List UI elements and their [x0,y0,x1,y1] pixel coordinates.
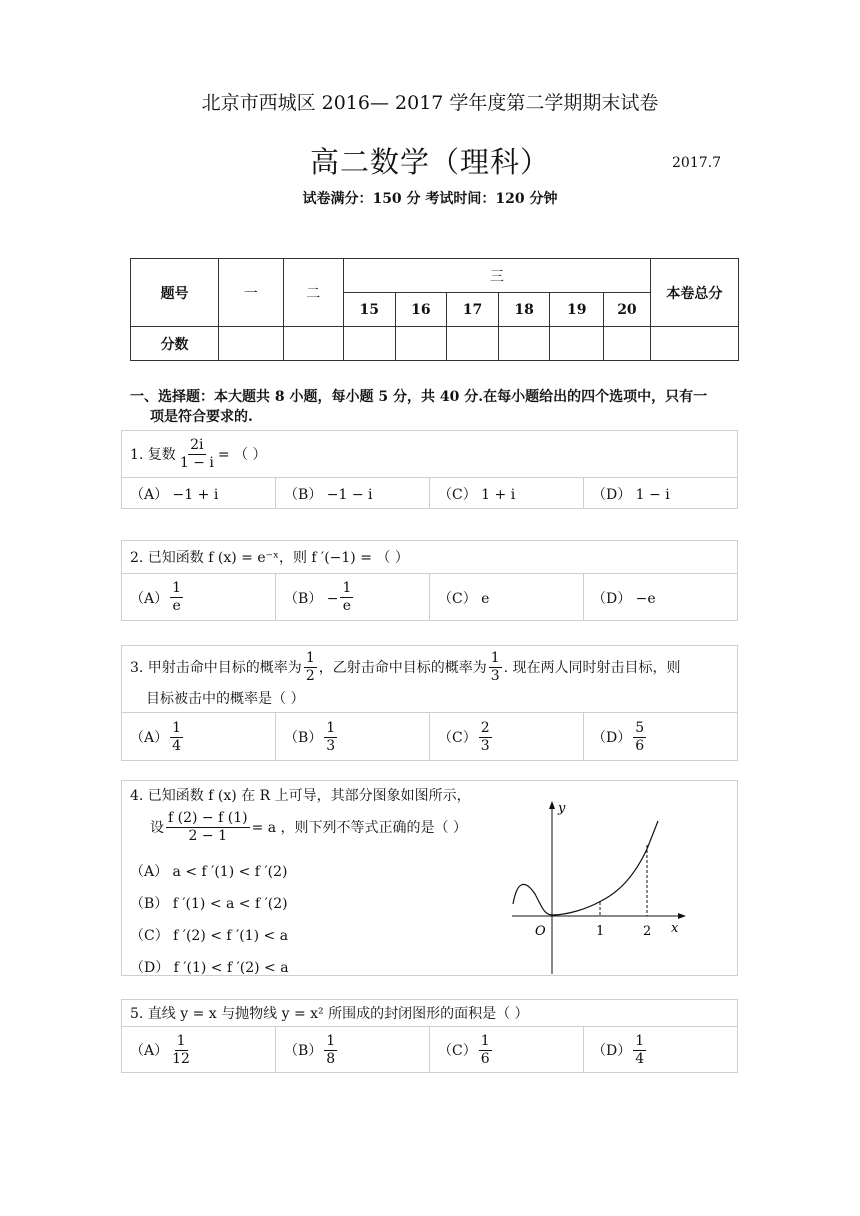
subject-title: 高二数学（理科） [309,145,550,179]
q2-b-den: e [342,598,352,614]
q2-b-fraction [340,580,353,615]
q5-a-den: 12 [172,1050,190,1067]
q3-frac-2 [489,650,502,685]
q5-d-label: （D） [592,1043,632,1059]
q5-stem: 5. 直线 y = x 与抛物线 y = x² 所围成的封闭图形的面积是（ ） [130,1006,529,1022]
q5-b-den: 8 [326,1050,336,1067]
sub-cell: 17 [447,293,499,327]
q3-d-num: 5 [635,719,645,736]
q3-option-d[interactable] [583,713,737,761]
q5-option-c[interactable] [429,1027,583,1073]
score-row-label: 分数 [131,327,219,361]
q3-a-den: 4 [172,737,182,754]
q3-f2-den: 3 [490,667,500,684]
q3-d-label: （D） [592,730,632,746]
score-input-cell[interactable] [219,327,283,361]
sub-cell: 16 [395,293,447,327]
x-axis-arrow [678,913,686,919]
exam-date: 2017.7 [672,155,721,171]
y-axis-label: y [558,801,566,816]
question-3 [121,645,738,761]
q3-b-fraction [324,720,337,755]
q5-a-fraction [170,1033,192,1068]
q2-b-num: 1 [342,580,352,597]
q2-b-label: （B） − [284,590,339,607]
q3-line2: 目标被击中的概率是（ ） [146,691,305,707]
q5-a-num: 1 [176,1032,186,1049]
q5-d-num: 1 [635,1032,645,1049]
q1-pre: 1. 复数 [130,447,176,463]
q5-b-num: 1 [326,1032,336,1049]
q4-den: 2 − 1 [188,827,227,844]
q4-option-b[interactable]: （B） f ′(1) < a < f ′(2) [130,896,288,912]
q3-b-den: 3 [326,737,336,754]
question-5 [121,999,738,1073]
q3-pre: 3. 甲射击命中目标的概率为 [130,660,302,676]
section-line-2: 项是符合要求的. [150,409,253,425]
q3-post: . 现在两人同时射击目标，则 [503,660,681,676]
score-input-cell[interactable] [550,327,604,361]
x-axis-label: x [671,921,679,936]
score-input-cell[interactable] [395,327,447,361]
header-cell-3: 三 [343,259,650,293]
q3-c-den: 3 [480,737,490,754]
function-curve [513,821,658,915]
q5-c-fraction [479,1033,492,1068]
q5-a-label: （A） [130,1043,169,1059]
q5-option-b[interactable] [275,1027,429,1073]
score-input-cell[interactable] [447,327,499,361]
q2-a-num: 1 [172,580,182,597]
q2-option-a[interactable] [122,574,275,621]
q1-option-b[interactable]: （B） −1 − i [275,478,429,509]
q2-a-fraction [170,580,183,615]
score-input-cell[interactable] [283,327,343,361]
q4-post: = a ，则下列不等式正确的是（ ） [251,820,467,836]
q5-option-a[interactable] [122,1027,275,1073]
q3-a-num: 1 [172,719,182,736]
q2-option-b[interactable] [275,574,429,621]
q5-b-label: （B） [284,1043,323,1059]
q3-a-label: （A） [130,730,169,746]
section-instructions [130,387,740,427]
q5-d-den: 4 [635,1050,645,1067]
sub-cell: 18 [498,293,550,327]
header-cell-qnum: 题号 [131,259,219,327]
q4-pre: 设 [150,820,164,836]
q3-f1-den: 2 [305,667,315,684]
sub-cell: 19 [550,293,604,327]
q3-f1-num: 1 [305,649,315,666]
question-4 [121,780,738,976]
q3-f2-num: 1 [490,649,500,666]
tick-label-1: 1 [596,924,605,939]
q3-b-label: （B） [284,730,323,746]
q5-c-num: 1 [480,1032,490,1049]
q1-post: = （ ） [217,447,267,463]
q3-b-num: 1 [326,719,336,736]
q3-d-fraction [633,720,646,755]
question-2 [121,540,738,621]
header-cell-2: 二 [283,259,343,327]
score-input-cell[interactable] [498,327,550,361]
q2-stem: 2. 已知函数 f (x) = e⁻ˣ，则 f ′(−1) = （ ） [130,550,409,566]
q5-b-fraction [324,1033,337,1068]
q3-option-c[interactable] [429,713,583,761]
q1-num: 2i [190,436,204,453]
q1-fraction [178,437,216,472]
q3-mid: ，乙射击命中目标的概率为 [318,660,487,676]
q3-c-label: （C） [438,730,477,746]
q4-num: f (2) − f (1) [168,809,248,826]
header-cell-1: 一 [219,259,283,327]
q4-fraction [166,810,250,845]
q4-line1: 4. 已知函数 f (x) 在 R 上可导，其部分图象如图所示， [130,788,471,804]
score-input-cell[interactable] [343,327,395,361]
q4-option-a[interactable]: （A） a < f ′(1) < f ′(2) [130,864,288,880]
q1-option-c[interactable]: （C） 1 + i [429,478,583,509]
sub-cell: 15 [343,293,395,327]
score-input-cell[interactable] [650,327,738,361]
q3-option-b[interactable] [275,713,429,761]
sub-cell: 20 [604,293,651,327]
exam-info: 试卷满分：150 分 考试时间：120 分钟 [302,191,558,207]
question-1 [121,430,738,509]
q2-a-den: e [172,598,181,614]
score-input-cell[interactable] [604,327,651,361]
q2-option-c[interactable]: （C） e [429,574,583,621]
q2-a-label: （A） [130,590,169,607]
exam-title: 北京市西城区 2016— 2017 学年度第二学期期末试卷 [201,92,659,114]
function-graph [507,799,692,979]
q3-frac-1 [304,650,317,685]
q5-c-label: （C） [438,1043,477,1059]
q1-option-d[interactable]: （D） 1 − i [583,478,737,509]
header-cell-total: 本卷总分 [650,259,738,327]
q1-option-a[interactable]: （A） −1 + i [130,486,219,503]
q1-den: 1 − i [179,454,214,471]
q2-option-d[interactable]: （D） −e [583,574,737,621]
q3-d-den: 6 [635,737,645,754]
q3-c-num: 2 [480,719,490,736]
q5-d-fraction [633,1033,646,1068]
q3-option-a[interactable] [122,713,275,761]
q3-c-fraction [479,720,492,755]
q5-c-den: 6 [480,1050,490,1067]
tick-label-2: 2 [643,924,652,939]
q4-option-c[interactable]: （C） f ′(2) < f ′(1) < a [130,928,289,944]
score-table [130,258,739,361]
y-axis-arrow [549,801,555,809]
origin-label: O [535,924,546,939]
q5-option-d[interactable] [583,1027,737,1073]
section-line-1: 一、选择题：本大题共 8 小题，每小题 5 分，共 40 分.在每小题给出的四个选项中，只有一 [130,389,708,405]
q4-option-d[interactable]: （D） f ′(1) < f ′(2) < a [130,960,289,976]
q3-a-fraction [170,720,183,755]
